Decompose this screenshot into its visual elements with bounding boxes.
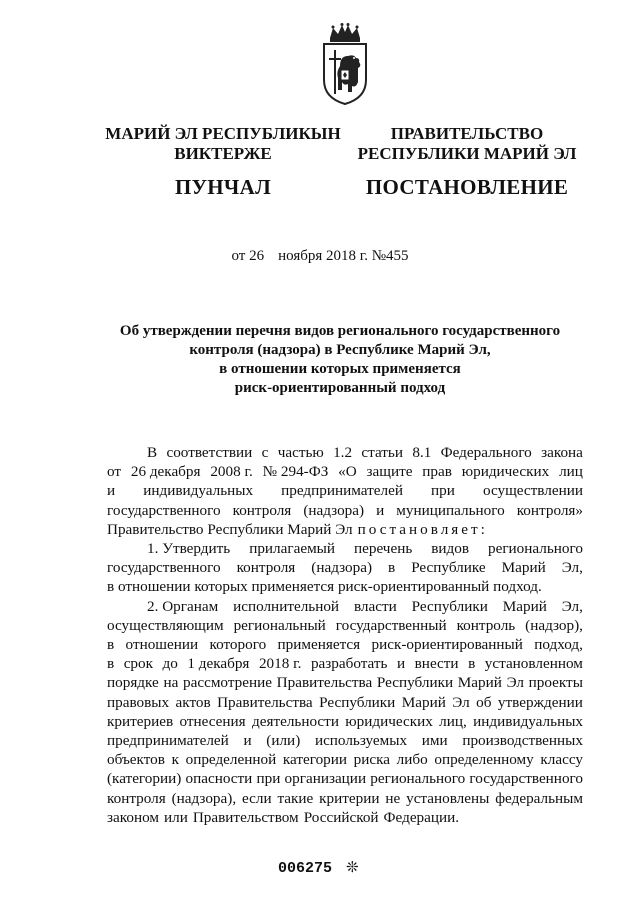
- body-word: Марий: [457, 674, 502, 692]
- body-word: государственного: [107, 559, 221, 577]
- body-word: к: [171, 751, 179, 769]
- body-word: федеральным: [495, 789, 583, 807]
- body-word: государственного: [107, 501, 221, 519]
- header-right-line1: ПРАВИТЕЛЬСТВО: [390, 124, 544, 143]
- body-word: и: [396, 655, 406, 673]
- body-word: ими: [421, 732, 448, 750]
- body-word: Марий: [501, 559, 546, 577]
- body-word: 2008 г.: [210, 463, 253, 481]
- body-word: закона: [541, 444, 583, 461]
- body-word: такие: [277, 789, 314, 807]
- document-number: 455: [386, 248, 409, 264]
- body-line: [107, 616, 583, 635]
- body-line: [107, 577, 583, 596]
- body-word: Правительства: [276, 674, 373, 692]
- body-word: Республике: [411, 559, 486, 577]
- body-word: законом: [107, 808, 159, 826]
- body-word: защите: [366, 463, 413, 481]
- body-word: муниципального: [396, 501, 505, 519]
- body-word: Марий: [401, 693, 446, 711]
- body-word: срок: [123, 655, 153, 673]
- body-word: и: [376, 501, 385, 519]
- body-word: регионального: [487, 540, 583, 558]
- body-word: лиц,: [439, 712, 467, 730]
- body-line: [107, 520, 583, 539]
- body-line: [107, 693, 583, 712]
- body-text: Правительство Республики Марий Эл: [107, 520, 353, 538]
- body-word: деятельности: [252, 712, 339, 730]
- document-date: [0, 248, 640, 265]
- body-word: на: [163, 674, 179, 692]
- body-word: внести: [414, 655, 459, 673]
- body-word: Правительства: [217, 693, 313, 711]
- body-word: определенной: [185, 751, 277, 769]
- body-text: в отношении которых применяется риск-ориентированный подход.: [107, 578, 542, 596]
- body-word: от: [107, 463, 122, 481]
- body-word: видов: [431, 540, 470, 558]
- body-word: об: [476, 693, 492, 711]
- body-line: [107, 808, 583, 827]
- title-line: контроля (надзора) в Республике Марий Эл,: [189, 342, 491, 358]
- body-word: осуществлении: [483, 482, 583, 500]
- header-russian-block: [352, 124, 582, 200]
- body-word: производственных: [462, 732, 583, 750]
- body-word: установленном: [484, 655, 583, 673]
- body-word: (надзор),: [525, 616, 583, 634]
- body-line: [107, 443, 583, 462]
- body-line: [107, 712, 583, 731]
- body-word: критериев: [107, 712, 174, 730]
- document-body: [107, 443, 583, 827]
- body-word: 8.1: [412, 444, 432, 461]
- body-word: соответствии: [166, 444, 253, 461]
- body-word: применяется: [277, 636, 361, 654]
- header-right-doc-type: ПОСТАНОВЛЕНИЕ: [365, 175, 569, 199]
- body-word: категории: [282, 751, 348, 769]
- body-word: и: [107, 482, 116, 500]
- body-line: [107, 673, 583, 692]
- body-word: перечень: [353, 540, 413, 558]
- body-word: Российской: [303, 808, 379, 826]
- body-word: если: [242, 789, 272, 807]
- body-word: власти: [353, 597, 397, 615]
- serial-number: 006275: [278, 860, 333, 877]
- body-word: Федерального: [440, 444, 532, 461]
- body-line: [107, 635, 583, 654]
- body-word: либо: [396, 751, 428, 769]
- footer-serial: [278, 858, 359, 877]
- body-decree-word: постановляет:: [357, 520, 488, 538]
- body-word: объектов: [107, 751, 165, 769]
- body-line: [107, 654, 583, 673]
- body-word: регионального: [370, 770, 466, 788]
- header-left-line2: ВИКТЕРЖЕ: [174, 144, 272, 163]
- body-word: разработать: [310, 655, 388, 673]
- body-word: при: [256, 770, 281, 788]
- body-word: Федерации.: [383, 808, 460, 826]
- body-line: [107, 769, 583, 788]
- body-word: правовых: [107, 693, 170, 711]
- body-word: прилагаемый: [249, 540, 336, 558]
- body-word: определенному: [434, 751, 534, 769]
- body-word: проекты: [528, 674, 583, 692]
- body-word: Марий: [502, 597, 547, 615]
- date-month-year: ноября 2018 г. №: [278, 248, 387, 264]
- body-word: опасности: [185, 770, 253, 788]
- body-word: в: [468, 655, 476, 673]
- body-word: лиц: [559, 463, 583, 481]
- body-line: [107, 539, 583, 558]
- body-word: Эл: [452, 693, 470, 711]
- body-word: 1.2: [333, 444, 353, 461]
- body-word: Правительством: [192, 808, 299, 826]
- body-word: юридических: [345, 712, 433, 730]
- body-word: контроль: [456, 616, 516, 634]
- body-word: критерии: [319, 789, 380, 807]
- coat-of-arms-icon: [318, 22, 372, 106]
- body-word: риска: [353, 751, 391, 769]
- body-word: предпринимателей: [281, 482, 403, 500]
- body-word: установлены: [406, 789, 490, 807]
- body-line: [107, 597, 583, 616]
- body-word: и: [243, 732, 252, 750]
- body-word: юридических: [461, 463, 550, 481]
- body-word: Республики: [319, 693, 396, 711]
- body-word: 2018 г.: [258, 655, 302, 673]
- date-prefix: от 26: [231, 248, 265, 264]
- body-word: индивидуальных: [473, 712, 583, 730]
- body-word: В: [147, 444, 158, 461]
- body-word: Эл: [506, 674, 524, 692]
- body-word: подход,: [534, 636, 583, 654]
- body-word: в: [107, 655, 115, 673]
- body-line: [107, 462, 583, 481]
- body-word: (категории): [107, 770, 182, 788]
- body-word: рассмотрение: [183, 674, 272, 692]
- body-word: (надзора): [311, 559, 373, 577]
- title-line: риск-ориентированный подход: [234, 380, 446, 396]
- body-word: до: [162, 655, 178, 673]
- body-word: предпринимателей: [107, 732, 229, 750]
- body-word: № 294-ФЗ: [262, 463, 329, 481]
- body-word: контроля: [107, 789, 166, 807]
- body-word: утверждении: [497, 693, 583, 711]
- body-word: контроля»: [516, 501, 583, 519]
- body-line: [107, 558, 583, 577]
- body-word: осуществляющим: [107, 616, 224, 634]
- body-word: прав: [422, 463, 452, 481]
- header-right-line2: РЕСПУБЛИКИ МАРИЙ ЭЛ: [357, 144, 577, 163]
- body-word: региональный: [233, 616, 326, 634]
- body-word: используемых: [314, 732, 408, 750]
- body-word: частью: [277, 444, 324, 461]
- body-word: в: [388, 559, 396, 577]
- body-word: государственного: [469, 770, 583, 788]
- body-word: 2. Органам: [147, 597, 219, 615]
- body-word: исполнительной: [233, 597, 340, 615]
- body-word: статьи: [361, 444, 403, 461]
- body-word: (надзора): [303, 501, 365, 519]
- body-word: Республики: [411, 597, 488, 615]
- body-word: не: [385, 789, 401, 807]
- document-title: [90, 322, 590, 398]
- body-word: контроля: [236, 559, 296, 577]
- body-word: «О: [338, 463, 357, 481]
- body-line: [107, 750, 583, 769]
- body-word: риск-ориентированный: [371, 636, 523, 654]
- body-word: отношении: [125, 636, 199, 654]
- body-word: организации: [284, 770, 367, 788]
- snowflake-mark-icon: ❊: [346, 858, 359, 876]
- body-line: [107, 501, 583, 520]
- body-word: отнесения: [179, 712, 246, 730]
- body-word: классу: [540, 751, 583, 769]
- body-line: [107, 731, 583, 750]
- body-line: [107, 481, 583, 500]
- header-left-doc-type: ПУНЧАЛ: [174, 175, 272, 199]
- body-word: Эл,: [561, 597, 583, 615]
- body-word: Эл,: [561, 559, 583, 577]
- body-word: 1. Утвердить: [147, 540, 231, 558]
- body-word: (или): [266, 732, 301, 750]
- body-word: в: [107, 636, 115, 654]
- body-word: при: [431, 482, 455, 500]
- body-word: порядке: [107, 674, 159, 692]
- body-word: Республики: [376, 674, 454, 692]
- body-word: 1 декабря: [187, 655, 250, 673]
- title-line: в отношении которых применяется: [219, 361, 461, 377]
- body-line: [107, 789, 583, 808]
- body-word: индивидуальных: [143, 482, 254, 500]
- body-word: государственный: [335, 616, 447, 634]
- body-word: актов: [175, 693, 211, 711]
- body-word: которого: [209, 636, 267, 654]
- body-word: 26 декабря: [130, 463, 201, 481]
- header-mari-block: [98, 124, 348, 200]
- body-word: контроля: [232, 501, 292, 519]
- title-line: Об утверждении перечня видов регионального государственного: [119, 323, 561, 339]
- body-word: с: [261, 444, 269, 461]
- body-word: или: [163, 808, 188, 826]
- body-word: (надзора),: [171, 789, 237, 807]
- header-left-line1: МАРИЙ ЭЛ РЕСПУБЛИКЫН: [105, 124, 341, 143]
